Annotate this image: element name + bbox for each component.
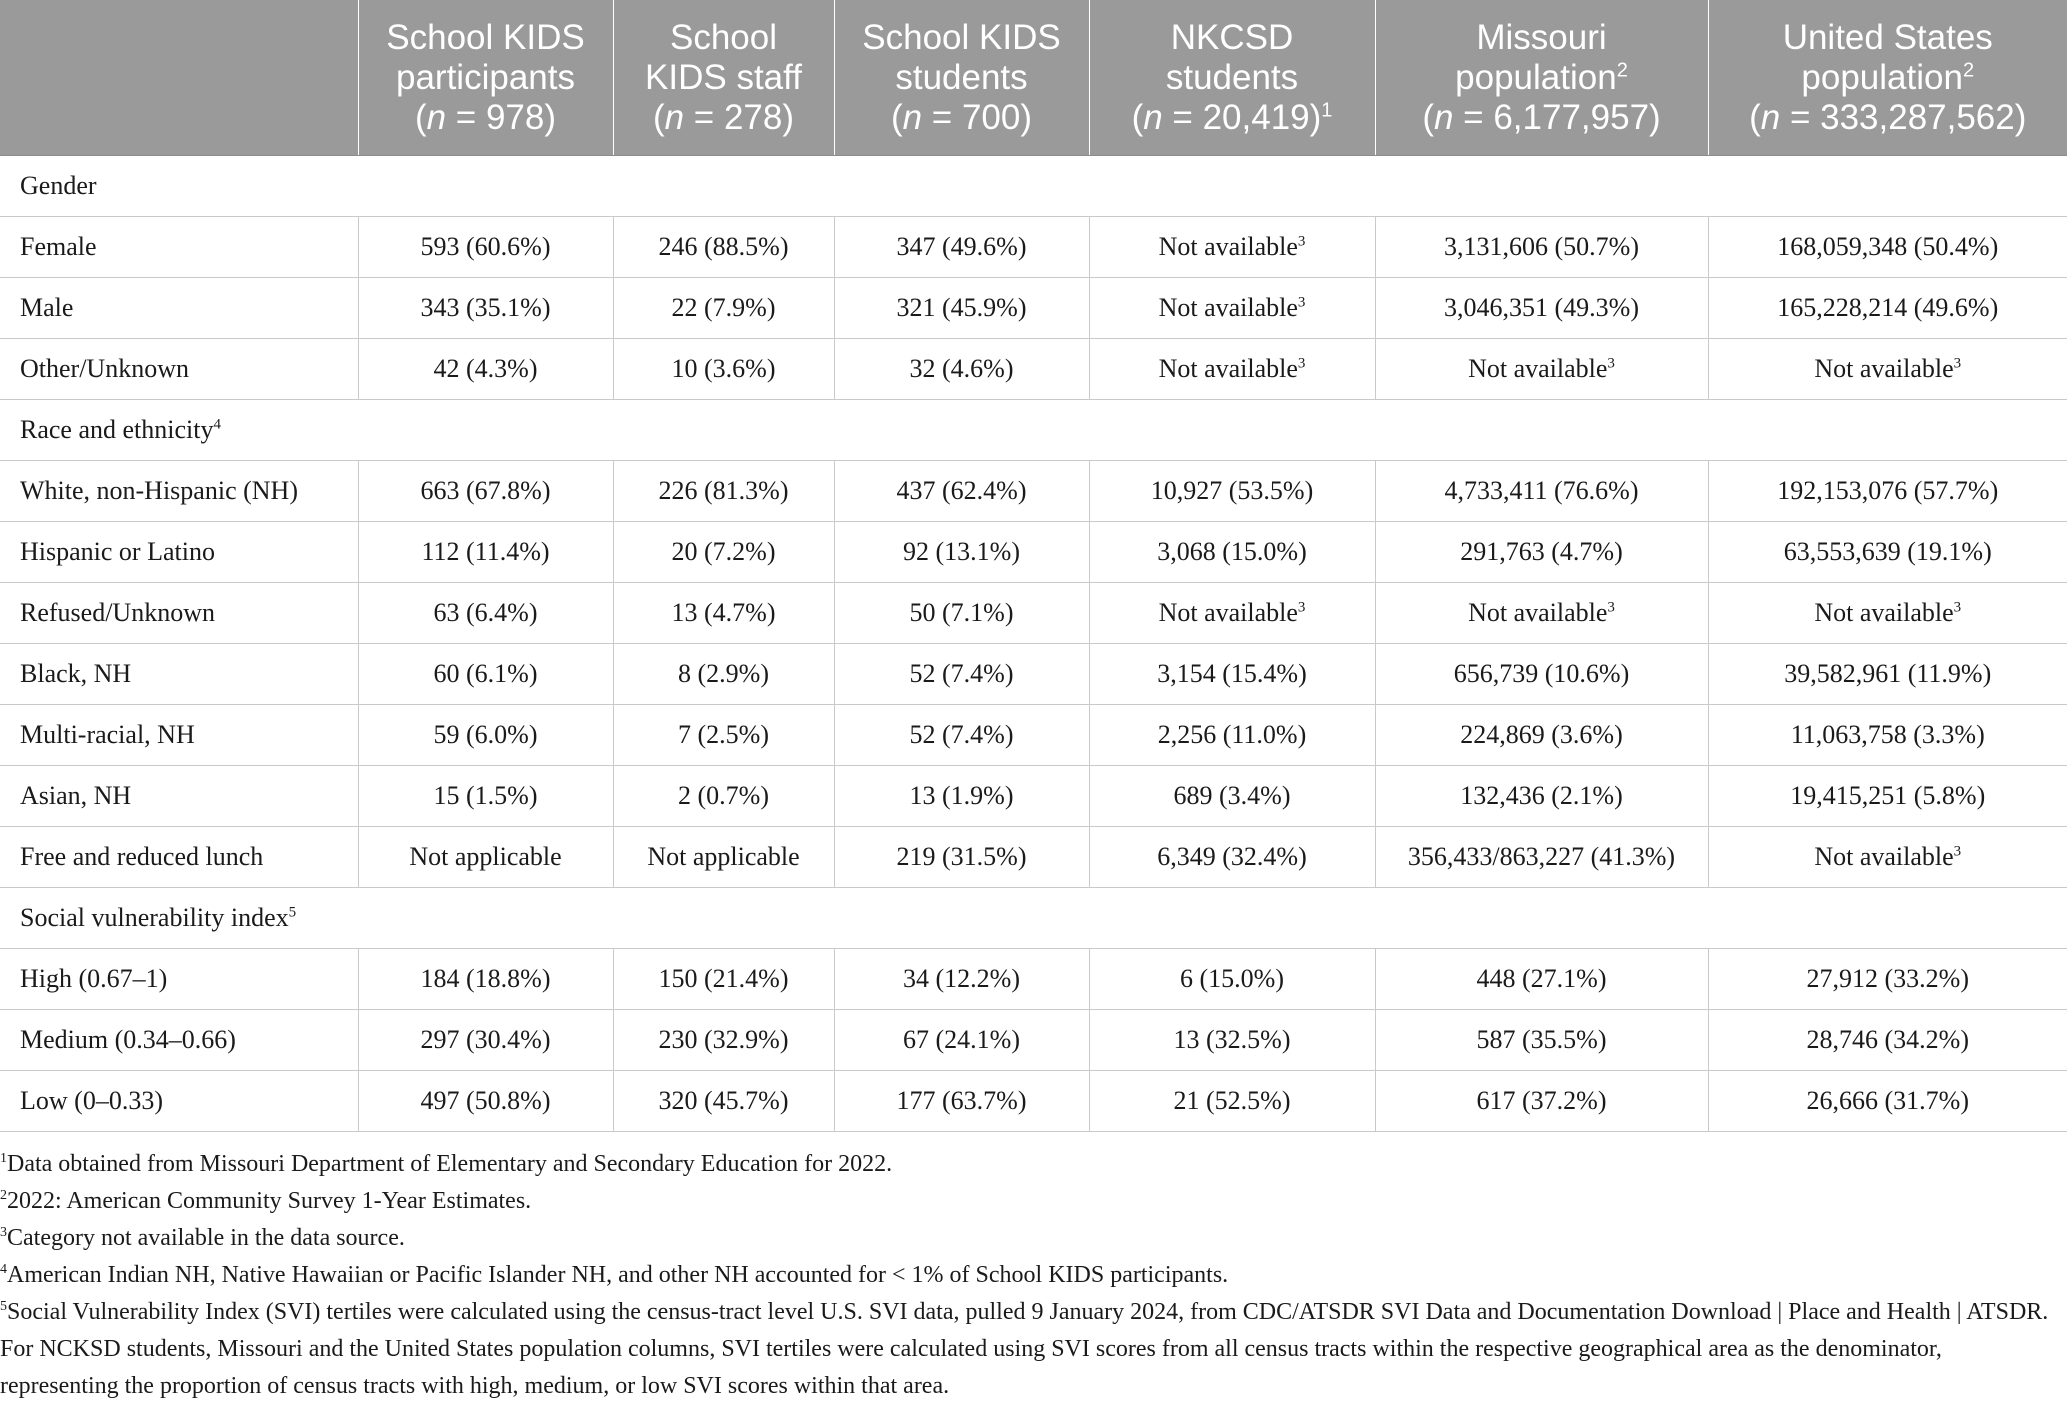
cell-value: Not available bbox=[1158, 354, 1298, 383]
column-header-n: (n = 700) bbox=[890, 97, 1033, 137]
cell-value: 19,415,251 (5.8%) bbox=[1790, 781, 1986, 810]
table-cell bbox=[1375, 644, 1708, 705]
cell-value: 224,869 (3.6%) bbox=[1460, 720, 1623, 749]
footnote-marker: 3 bbox=[1297, 294, 1306, 311]
table-cell bbox=[358, 217, 613, 278]
table-cell bbox=[1375, 766, 1708, 827]
cell-value: 60 (6.1%) bbox=[433, 659, 538, 688]
cell-value: 320 (45.7%) bbox=[658, 1086, 789, 1115]
table-cell bbox=[613, 1071, 834, 1132]
cell-value: 3,068 (15.0%) bbox=[1157, 537, 1307, 566]
table-cell bbox=[613, 217, 834, 278]
cell-value: 13 (4.7%) bbox=[671, 598, 776, 627]
table-cell bbox=[358, 583, 613, 644]
section-text: Gender bbox=[20, 171, 97, 200]
footnote-marker: 3 bbox=[1297, 233, 1306, 250]
row-label: Male bbox=[0, 278, 358, 339]
column-header-n: (n = 278) bbox=[652, 97, 795, 137]
footnote bbox=[0, 1294, 2050, 1405]
cell-value: 50 (7.1%) bbox=[909, 598, 1014, 627]
cell-value: 63 (6.4%) bbox=[433, 598, 538, 627]
footnote-text: Category not available in the data source. bbox=[7, 1225, 405, 1251]
footnote-marker: 3 bbox=[1607, 355, 1615, 372]
table-row bbox=[0, 949, 2067, 1010]
cell-value: 67 (24.1%) bbox=[903, 1025, 1020, 1054]
cell-value: 437 (62.4%) bbox=[896, 476, 1027, 505]
footnote-marker: 4 bbox=[213, 416, 221, 433]
table-cell bbox=[613, 1010, 834, 1071]
cell-value: 192,153,076 (57.7%) bbox=[1777, 476, 1999, 505]
footnote-marker: 3 bbox=[1953, 599, 1962, 616]
table-cell bbox=[1089, 644, 1375, 705]
table-row bbox=[0, 583, 2067, 644]
footnote bbox=[0, 1257, 2050, 1294]
cell-value: 42 (4.3%) bbox=[433, 354, 538, 383]
table-row bbox=[0, 1010, 2067, 1071]
table-cell bbox=[1089, 827, 1375, 888]
table-cell bbox=[613, 461, 834, 522]
section-row bbox=[0, 156, 2067, 217]
table-cell bbox=[358, 339, 613, 400]
cell-value: 7 (2.5%) bbox=[678, 720, 769, 749]
cell-value: 3,154 (15.4%) bbox=[1157, 659, 1307, 688]
table-cell bbox=[613, 949, 834, 1010]
column-header-text: population bbox=[1455, 57, 1617, 97]
table-cell bbox=[613, 339, 834, 400]
table-cell bbox=[1708, 1010, 2067, 1071]
table-cell bbox=[834, 461, 1089, 522]
cell-value: 6,349 (32.4%) bbox=[1157, 842, 1307, 871]
table-cell bbox=[613, 522, 834, 583]
n-label: n bbox=[664, 97, 685, 137]
table-cell bbox=[613, 766, 834, 827]
table-row bbox=[0, 339, 2067, 400]
cell-value: 11,063,758 (3.3%) bbox=[1790, 720, 1985, 749]
column-header-line: School bbox=[669, 17, 778, 57]
footnote-number: 2 bbox=[0, 1188, 7, 1203]
footnote-text: Social Vulnerability Index (SVI) tertiles were calculated using the census-tract level U.S. SVI data, pulled 9 January 2024, from CDC/ATSDR SVI Data and Documentation Download | Place and Health | ATSDR. For NCKSD students, Missouri and the United States population columns, SVI tertiles were calculated using SVI scores from all census tracts within the respective geographical area as the denominator, representing the proportion of census tracts with high, medium, or low SVI scores within that area. bbox=[0, 1299, 2049, 1399]
column-header bbox=[0, 0, 358, 156]
cell-value: 2,256 (11.0%) bbox=[1157, 720, 1307, 749]
table-cell bbox=[613, 827, 834, 888]
n-label: n bbox=[1760, 97, 1781, 137]
table-cell bbox=[358, 644, 613, 705]
row-label: Medium (0.34–0.66) bbox=[0, 1010, 358, 1071]
cell-value: 150 (21.4%) bbox=[658, 964, 789, 993]
table-cell bbox=[1708, 766, 2067, 827]
column-header-n: (n = 6,177,957) bbox=[1422, 97, 1661, 137]
table-cell bbox=[834, 705, 1089, 766]
section-label bbox=[0, 888, 2067, 949]
table-cell bbox=[834, 1010, 1089, 1071]
table-cell bbox=[1708, 827, 2067, 888]
table-row bbox=[0, 644, 2067, 705]
cell-value: Not applicable bbox=[409, 842, 562, 871]
n-label: n bbox=[902, 97, 923, 137]
column-header-text: population bbox=[1801, 57, 1963, 97]
n-value: = 700) bbox=[922, 97, 1033, 137]
table-cell bbox=[1708, 644, 2067, 705]
cell-value: Not available bbox=[1468, 354, 1608, 383]
column-header bbox=[1375, 0, 1708, 156]
n-value: = 978) bbox=[446, 97, 557, 137]
cell-value: 2 (0.7%) bbox=[678, 781, 769, 810]
table-cell bbox=[1089, 217, 1375, 278]
cell-value: 663 (67.8%) bbox=[420, 476, 551, 505]
cell-value: 27,912 (33.2%) bbox=[1806, 964, 1969, 993]
cell-value: 26,666 (31.7%) bbox=[1806, 1086, 1969, 1115]
table-cell bbox=[1089, 705, 1375, 766]
table-cell bbox=[1708, 217, 2067, 278]
table-cell bbox=[1375, 949, 1708, 1010]
cell-value: 246 (88.5%) bbox=[658, 232, 789, 261]
table-row bbox=[0, 217, 2067, 278]
column-header-text: participants bbox=[396, 57, 575, 97]
cell-value: 13 (32.5%) bbox=[1173, 1025, 1291, 1054]
table-cell bbox=[834, 1071, 1089, 1132]
cell-value: 497 (50.8%) bbox=[420, 1086, 551, 1115]
table-cell bbox=[1375, 278, 1708, 339]
table-cell bbox=[613, 278, 834, 339]
cell-value: 28,746 (34.2%) bbox=[1806, 1025, 1969, 1054]
column-header-line bbox=[620, 58, 828, 98]
column-header bbox=[613, 0, 834, 156]
cell-value: Not available bbox=[1158, 232, 1298, 261]
cell-value: 52 (7.4%) bbox=[909, 659, 1014, 688]
table-cell bbox=[1089, 339, 1375, 400]
table-row bbox=[0, 827, 2067, 888]
cell-value: 132,436 (2.1%) bbox=[1460, 781, 1623, 810]
footnote-text: American Indian NH, Native Hawaiian or Pacific Islander NH, and other NH accounted for < 1% of School KIDS participants. bbox=[7, 1262, 1229, 1288]
cell-value: 3,131,606 (50.7%) bbox=[1444, 232, 1639, 261]
n-label: n bbox=[1143, 97, 1163, 137]
footnote-text: 2022: American Community Survey 1-Year Estimates. bbox=[7, 1188, 532, 1214]
row-label: Other/Unknown bbox=[0, 339, 358, 400]
cell-value: 226 (81.3%) bbox=[658, 476, 789, 505]
table-cell bbox=[1089, 522, 1375, 583]
cell-value: 448 (27.1%) bbox=[1476, 964, 1607, 993]
row-label: Female bbox=[0, 217, 358, 278]
footnote-marker: 3 bbox=[1297, 355, 1306, 372]
footnotes bbox=[0, 1146, 2050, 1405]
footnote-marker: 3 bbox=[1297, 599, 1306, 616]
table-cell bbox=[1708, 705, 2067, 766]
footnote-marker: 3 bbox=[1953, 355, 1962, 372]
table-cell bbox=[834, 339, 1089, 400]
column-header-line: NKCSD bbox=[1170, 17, 1294, 57]
table-cell bbox=[1375, 827, 1708, 888]
table-cell bbox=[1708, 949, 2067, 1010]
cell-value: 165,228,214 (49.6%) bbox=[1777, 293, 1999, 322]
footnote-marker: 1 bbox=[1321, 98, 1333, 121]
table-cell bbox=[1375, 217, 1708, 278]
cell-value: 3,046,351 (49.3%) bbox=[1444, 293, 1639, 322]
table-cell bbox=[613, 583, 834, 644]
footnote bbox=[0, 1220, 2050, 1257]
column-header bbox=[1089, 0, 1375, 156]
section-row bbox=[0, 888, 2067, 949]
cell-value: 593 (60.6%) bbox=[420, 232, 551, 261]
table-cell bbox=[358, 949, 613, 1010]
cell-value: Not available bbox=[1158, 293, 1298, 322]
table-cell bbox=[358, 1010, 613, 1071]
table-cell bbox=[613, 644, 834, 705]
header-row bbox=[0, 0, 2067, 156]
column-header-line: School KIDS bbox=[386, 17, 585, 57]
cell-value: Not available bbox=[1814, 842, 1954, 871]
footnote-marker: 3 bbox=[1953, 843, 1962, 860]
table-cell bbox=[834, 583, 1089, 644]
cell-value: Not available bbox=[1468, 598, 1608, 627]
cell-value: 32 (4.6%) bbox=[909, 354, 1014, 383]
footnote-number: 5 bbox=[0, 1299, 7, 1314]
table-cell bbox=[1375, 1071, 1708, 1132]
column-header-line bbox=[1382, 58, 1702, 98]
n-label: n bbox=[426, 97, 447, 137]
table-cell bbox=[1708, 278, 2067, 339]
table-row bbox=[0, 1071, 2067, 1132]
column-header bbox=[1708, 0, 2067, 156]
table-cell bbox=[834, 278, 1089, 339]
cell-value: 10 (3.6%) bbox=[671, 354, 776, 383]
section-label bbox=[0, 156, 2067, 217]
table-cell bbox=[1375, 705, 1708, 766]
n-value: = 278) bbox=[684, 97, 795, 137]
table-cell bbox=[358, 766, 613, 827]
cell-value: 347 (49.6%) bbox=[896, 232, 1027, 261]
cell-value: 291,763 (4.7%) bbox=[1460, 537, 1623, 566]
table-row bbox=[0, 705, 2067, 766]
column-header bbox=[358, 0, 613, 156]
cell-value: 15 (1.5%) bbox=[433, 781, 538, 810]
table-cell bbox=[358, 1071, 613, 1132]
table-cell bbox=[358, 461, 613, 522]
footnote-marker: 2 bbox=[1616, 58, 1628, 81]
table-cell bbox=[1089, 1071, 1375, 1132]
section-label bbox=[0, 400, 2067, 461]
column-header-line bbox=[365, 58, 607, 98]
row-label: Refused/Unknown bbox=[0, 583, 358, 644]
table-cell bbox=[834, 949, 1089, 1010]
table-cell bbox=[1708, 583, 2067, 644]
footnote-number: 1 bbox=[0, 1151, 7, 1166]
cell-value: 343 (35.1%) bbox=[420, 293, 551, 322]
column-header-n: (n = 333,287,562) bbox=[1749, 97, 2027, 137]
cell-value: 219 (31.5%) bbox=[896, 842, 1027, 871]
column-header-text: students bbox=[1165, 57, 1299, 97]
cell-value: Not applicable bbox=[647, 842, 800, 871]
table-row bbox=[0, 278, 2067, 339]
cell-value: 112 (11.4%) bbox=[421, 537, 550, 566]
footnote-text: Data obtained from Missouri Department of Elementary and Secondary Education for 2022. bbox=[7, 1151, 893, 1177]
row-label: Low (0–0.33) bbox=[0, 1071, 358, 1132]
table-cell bbox=[358, 827, 613, 888]
cell-value: 13 (1.9%) bbox=[909, 781, 1014, 810]
cell-value: 34 (12.2%) bbox=[903, 964, 1020, 993]
section-text: Race and ethnicity bbox=[20, 415, 214, 444]
column-header-text: students bbox=[895, 57, 1028, 97]
cell-value: 356,433/863,227 (41.3%) bbox=[1407, 842, 1676, 871]
row-label: Asian, NH bbox=[0, 766, 358, 827]
cell-value: 22 (7.9%) bbox=[671, 293, 776, 322]
footnote-number: 3 bbox=[0, 1225, 7, 1240]
section-row bbox=[0, 400, 2067, 461]
table-cell bbox=[1089, 461, 1375, 522]
cell-value: Not available bbox=[1814, 598, 1954, 627]
table-cell bbox=[1375, 461, 1708, 522]
cell-value: 20 (7.2%) bbox=[671, 537, 776, 566]
column-header bbox=[834, 0, 1089, 156]
table-body bbox=[0, 156, 2067, 1132]
cell-value: 587 (35.5%) bbox=[1476, 1025, 1607, 1054]
column-header-n: (n = 978) bbox=[414, 97, 557, 137]
column-header-text: KIDS staff bbox=[645, 57, 802, 97]
table-cell bbox=[834, 644, 1089, 705]
cell-value: 52 (7.4%) bbox=[909, 720, 1014, 749]
table-row bbox=[0, 766, 2067, 827]
column-header-line bbox=[1715, 58, 2062, 98]
row-label: Hispanic or Latino bbox=[0, 522, 358, 583]
table-cell bbox=[1089, 278, 1375, 339]
cell-value: 92 (13.1%) bbox=[903, 537, 1020, 566]
table-header bbox=[0, 0, 2067, 156]
column-header-line bbox=[841, 58, 1083, 98]
cell-value: 8 (2.9%) bbox=[678, 659, 769, 688]
row-label: High (0.67–1) bbox=[0, 949, 358, 1010]
column-header-line: Missouri bbox=[1476, 17, 1607, 57]
cell-value: 168,059,348 (50.4%) bbox=[1777, 232, 1999, 261]
cell-value: 21 (52.5%) bbox=[1173, 1086, 1291, 1115]
table-cell bbox=[1375, 339, 1708, 400]
n-value: = 6,177,957) bbox=[1453, 97, 1661, 137]
table-cell bbox=[834, 766, 1089, 827]
row-label: Black, NH bbox=[0, 644, 358, 705]
table-cell bbox=[358, 705, 613, 766]
n-value: = 333,287,562) bbox=[1780, 97, 2027, 137]
column-header-line bbox=[1096, 58, 1369, 98]
cell-value: 4,733,411 (76.6%) bbox=[1444, 476, 1639, 505]
table-cell bbox=[1708, 522, 2067, 583]
row-label: Free and reduced lunch bbox=[0, 827, 358, 888]
table-row bbox=[0, 461, 2067, 522]
table-cell bbox=[834, 827, 1089, 888]
footnote-marker: 2 bbox=[1962, 58, 1975, 81]
column-header-line: School KIDS bbox=[862, 17, 1061, 57]
cell-value: 10,927 (53.5%) bbox=[1150, 476, 1314, 505]
cell-value: 6 (15.0%) bbox=[1180, 964, 1284, 993]
table-row bbox=[0, 522, 2067, 583]
column-header-line: United States bbox=[1782, 17, 1993, 57]
cell-value: 297 (30.4%) bbox=[420, 1025, 551, 1054]
table-cell bbox=[1089, 583, 1375, 644]
cell-value: 63,553,639 (19.1%) bbox=[1783, 537, 1992, 566]
cell-value: Not available bbox=[1158, 598, 1298, 627]
table-cell bbox=[1089, 1010, 1375, 1071]
cell-value: 184 (18.8%) bbox=[420, 964, 551, 993]
table-cell bbox=[1089, 766, 1375, 827]
table-cell bbox=[1375, 583, 1708, 644]
table-cell bbox=[613, 705, 834, 766]
cell-value: 689 (3.4%) bbox=[1173, 781, 1291, 810]
footnote bbox=[0, 1146, 2050, 1183]
cell-value: 617 (37.2%) bbox=[1476, 1086, 1607, 1115]
table-cell bbox=[1708, 1071, 2067, 1132]
cell-value: 321 (45.9%) bbox=[896, 293, 1027, 322]
footnote-number: 4 bbox=[0, 1262, 7, 1277]
footnote bbox=[0, 1183, 2050, 1220]
cell-value: 656,739 (10.6%) bbox=[1453, 659, 1630, 688]
table-cell bbox=[834, 217, 1089, 278]
n-value: = 20,419) bbox=[1162, 97, 1322, 137]
cell-value: 59 (6.0%) bbox=[433, 720, 538, 749]
table-cell bbox=[358, 278, 613, 339]
row-label: White, non-Hispanic (NH) bbox=[0, 461, 358, 522]
table-cell bbox=[834, 522, 1089, 583]
footnote-marker: 3 bbox=[1607, 599, 1615, 616]
table-cell bbox=[1375, 522, 1708, 583]
section-text: Social vulnerability index bbox=[20, 903, 289, 932]
cell-value: 177 (63.7%) bbox=[896, 1086, 1027, 1115]
table-cell bbox=[1708, 339, 2067, 400]
table-cell bbox=[1708, 461, 2067, 522]
table-cell bbox=[1089, 949, 1375, 1010]
row-label: Multi-racial, NH bbox=[0, 705, 358, 766]
table-cell bbox=[1375, 1010, 1708, 1071]
cell-value: 230 (32.9%) bbox=[658, 1025, 789, 1054]
table-cell bbox=[358, 522, 613, 583]
column-header-n: (n = 20,419)$^1$ bbox=[1131, 97, 1333, 137]
n-label: n bbox=[1433, 97, 1454, 137]
footnote-marker: 5 bbox=[288, 904, 297, 921]
cell-value: 39,582,961 (11.9%) bbox=[1784, 659, 1992, 688]
cell-value: Not available bbox=[1814, 354, 1954, 383]
